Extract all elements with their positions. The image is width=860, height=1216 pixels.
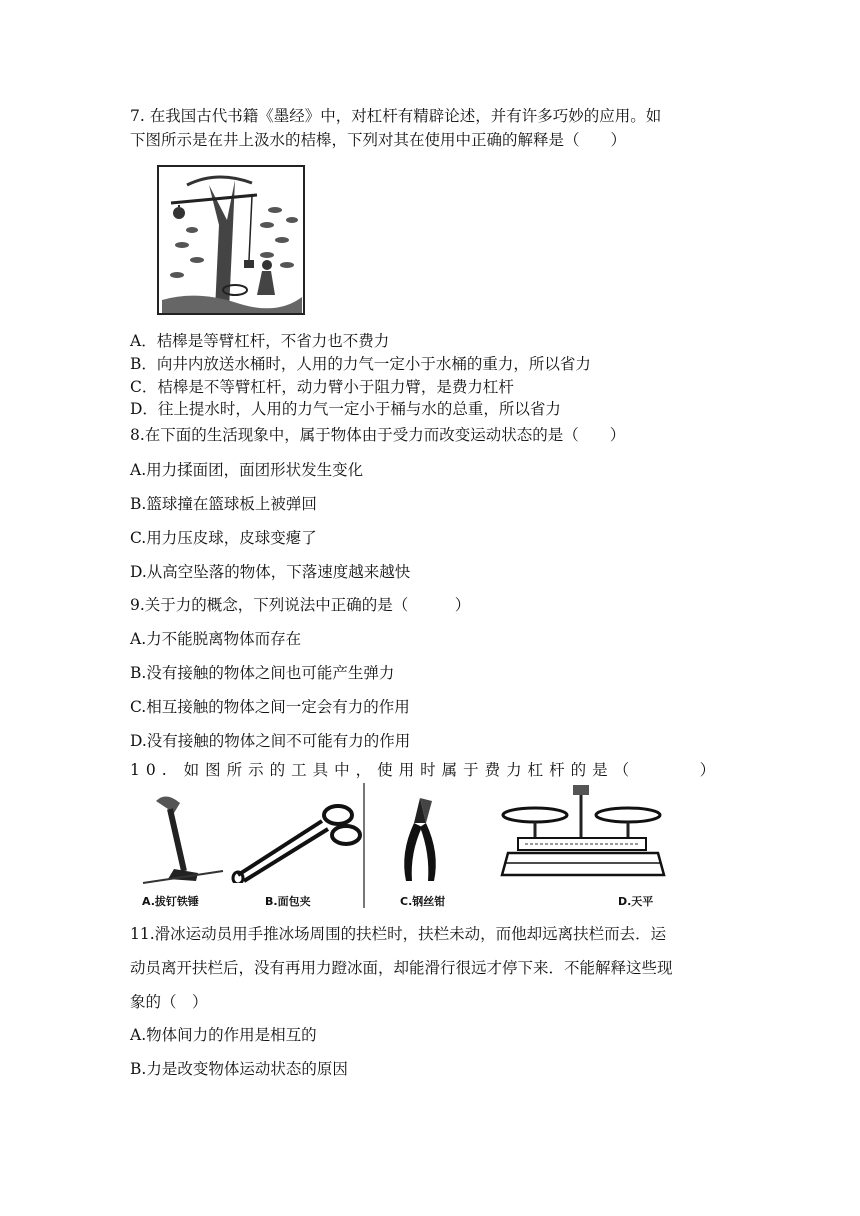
q11-stem-line1: 11.滑冰运动员用手推冰场周围的扶栏时，扶栏未动，而他却远离扶栏而去．运 — [130, 925, 667, 943]
caption-b: B.面包夹 — [265, 895, 311, 908]
balance-scale-image — [500, 783, 670, 893]
q11-stem-line3: 象的（ ） — [130, 993, 208, 1011]
q9-option-c: C.相互接触的物体之间一定会有力的作用 — [130, 698, 410, 716]
caption-d: D.天平 — [618, 895, 654, 908]
claw-hammer-image — [138, 791, 228, 886]
q7-option-d: D．往上提水时，人用的力气一定小于桶与水的总重，所以省力 — [130, 400, 561, 418]
q7-option-b: B．向井内放送水桶时，人用的力气一定小于水桶的重力，所以省力 — [130, 355, 591, 373]
q9-option-d: D.没有接触的物体之间不可能有力的作用 — [130, 732, 411, 750]
q11-option-a: A.物体间力的作用是相互的 — [130, 1026, 317, 1044]
q11-option-b: B.力是改变物体运动状态的原因 — [130, 1060, 348, 1078]
q7-option-a: A．桔槔是等臂杠杆，不省力也不费力 — [130, 332, 390, 350]
q9-option-a: A.力不能脱离物体而存在 — [130, 630, 302, 648]
q8-option-b: B.篮球撞在篮球板上被弹回 — [130, 495, 317, 513]
q7-option-c: C．桔槔是不等臂杠杆，动力臂小于阻力臂，是费力杠杆 — [130, 378, 514, 396]
well-sweep-figure — [157, 165, 305, 315]
q8-option-a: A.用力揉面团，面团形状发生变化 — [130, 461, 364, 479]
q7-stem-line1: 7. 在我国古代书籍《墨经》中，对杠杆有精辟论述，并有许多巧妙的应用。如 — [130, 107, 662, 125]
q10-stem: 10. 如图所示的工具中，使用时属于费力杠杆的是（ ） — [130, 761, 722, 779]
caption-a: A.拔钉铁锤 — [142, 895, 199, 908]
figure-divider — [363, 783, 365, 908]
caption-c: C.钢丝钳 — [400, 895, 446, 908]
q7-stem-line2: 下图所示是在井上汲水的桔槔，下列对其在使用中正确的解释是（ ） — [130, 131, 627, 149]
q8-stem: 8.在下面的生活现象中，属于物体由于受力而改变运动状态的是（ ） — [130, 426, 626, 444]
q9-option-b: B.没有接触的物体之间也可能产生弹力 — [130, 664, 395, 682]
q11-stem-line2: 动员离开扶栏后，没有再用力蹬冰面，却能滑行很远才停下来．不能解释这些现 — [130, 959, 673, 977]
bread-tongs-image — [230, 793, 370, 883]
tools-figure — [130, 783, 670, 913]
q9-stem: 9.关于力的概念，下列说法中正确的是（ ） — [130, 596, 471, 614]
wire-pliers-image — [392, 793, 452, 883]
q8-option-d: D.从高空坠落的物体，下落速度越来越快 — [130, 563, 411, 581]
q8-option-c: C.用力压皮球，皮球变瘪了 — [130, 529, 317, 547]
